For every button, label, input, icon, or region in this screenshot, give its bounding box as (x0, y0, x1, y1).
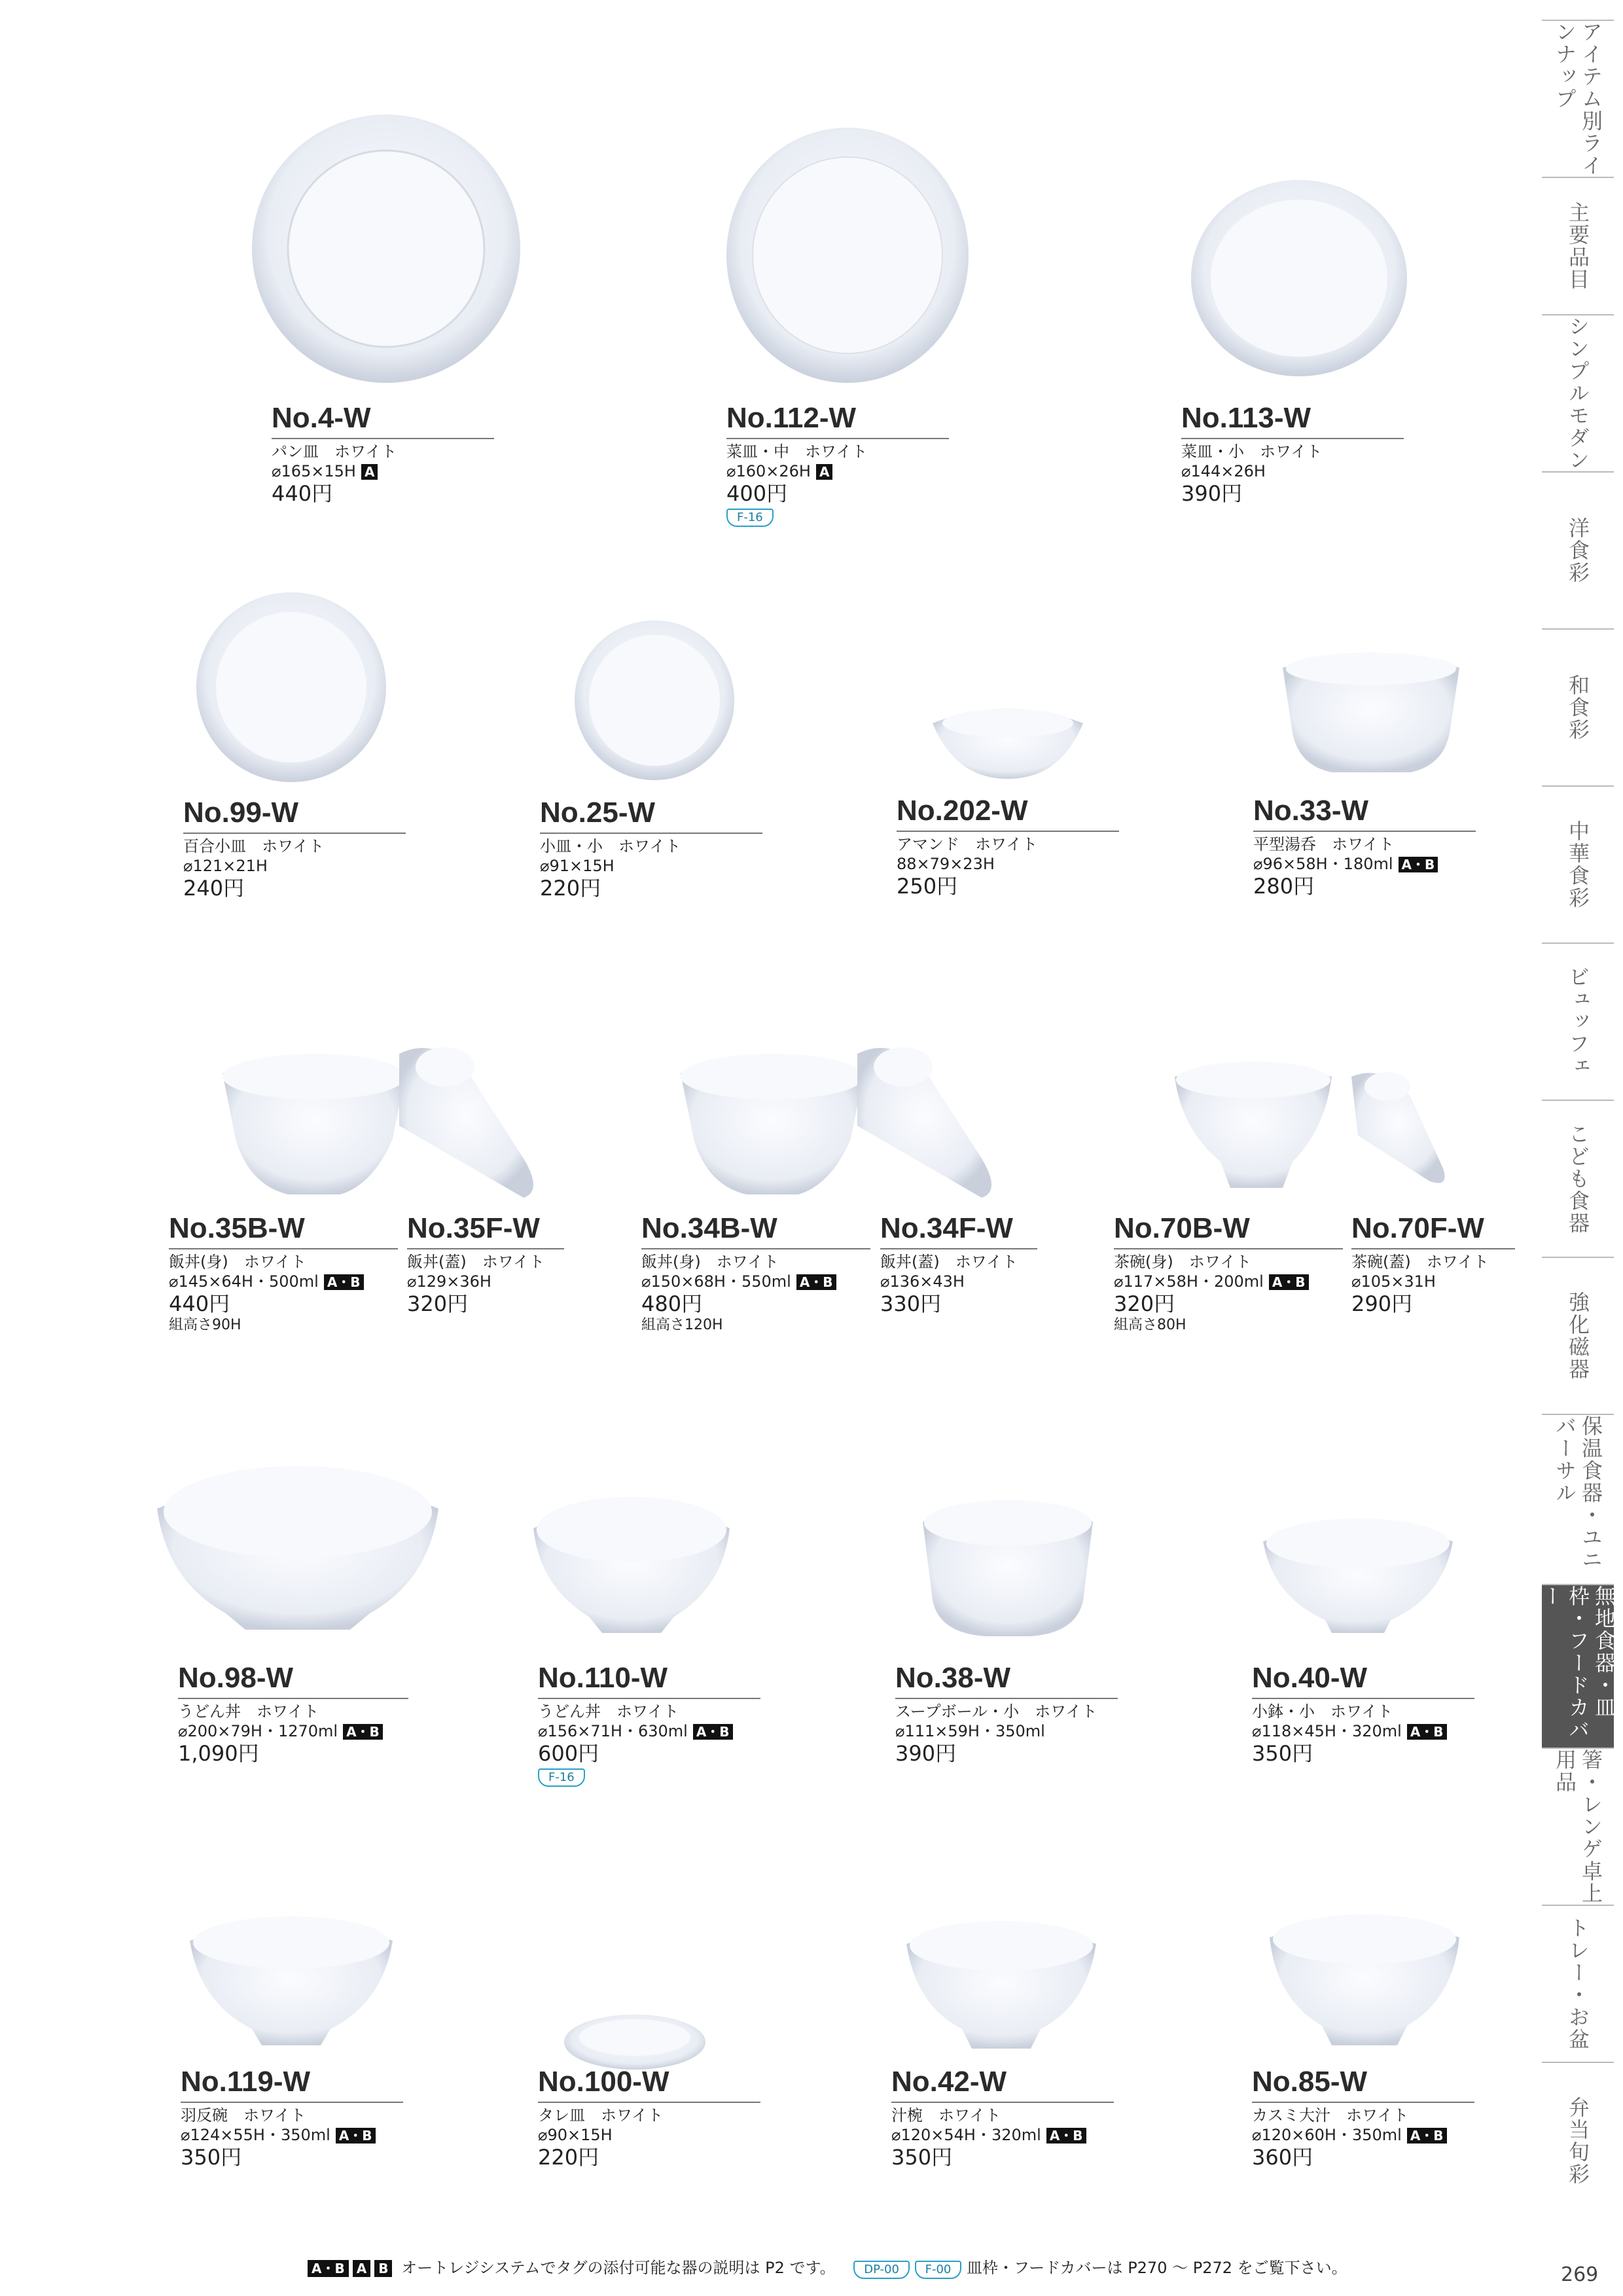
sidebar-tab[interactable]: トレー・お盆 (1542, 1905, 1614, 2062)
tag-system-badge: A・B (1407, 2128, 1447, 2144)
tag-system-badge: A・B (1269, 1274, 1309, 1290)
product-card[interactable] (538, 2066, 760, 2170)
product-number: No.35B-W (169, 1213, 398, 1249)
product-price: 400円 (726, 481, 788, 506)
product-name: 平型湯呑 ホワイト (1253, 835, 1395, 853)
plate-image (249, 111, 524, 386)
product-card[interactable] (169, 1213, 398, 1335)
product-number: No.113-W (1181, 403, 1404, 439)
product-name: 飯丼(身) ホワイト (641, 1253, 779, 1271)
product-price: 350円 (1252, 1741, 1313, 1766)
product-spec: ⌀165×15H (272, 462, 356, 480)
bowl-with-lid-image (674, 1041, 1021, 1230)
sidebar-tab[interactable]: 主要品目 (1542, 177, 1614, 314)
product-spec: ⌀117×58H・200ml (1114, 1272, 1264, 1291)
tag-badge: A (353, 2260, 370, 2277)
product-spec: ⌀118×45H・320ml (1252, 1722, 1402, 1740)
product-card[interactable] (880, 1213, 1037, 1316)
product-spec: ⌀111×59H・350ml (895, 1722, 1045, 1740)
product-number: No.40-W (1252, 1662, 1474, 1699)
product-name: 汁椀 ホワイト (891, 2106, 1001, 2125)
product-number: No.110-W (538, 1662, 760, 1699)
product-name: スープボール・小 ホワイト (895, 1702, 1097, 1721)
sidebar-tab[interactable]: 洋食彩 (1542, 471, 1614, 628)
dish-image (563, 2013, 707, 2072)
tag-system-badge: A・B (1407, 1724, 1447, 1740)
product-card[interactable] (178, 1662, 408, 1766)
product-number: No.119-W (181, 2066, 403, 2103)
product-spec: ⌀124×55H・350ml (181, 2126, 330, 2144)
product-price: 600円 (538, 1741, 599, 1766)
product-price: 440円 (169, 1291, 230, 1316)
product-name: カスミ大汁 ホワイト (1252, 2106, 1409, 2125)
product-spec: ⌀156×71H・630ml (538, 1722, 688, 1740)
product-card[interactable] (1114, 1213, 1343, 1335)
bowl-image (1260, 1512, 1456, 1636)
product-spec: ⌀121×21H (183, 857, 268, 875)
cup-image (1279, 648, 1463, 785)
product-price: 280円 (1253, 874, 1315, 899)
product-price: 220円 (540, 876, 601, 901)
product-price: 350円 (181, 2145, 242, 2170)
product-price: 440円 (272, 481, 333, 506)
product-card[interactable] (895, 1662, 1118, 1766)
frame-tag: F-16 (538, 1768, 585, 1787)
frame-tag: DP-00 (853, 2261, 910, 2279)
set-height-note: 組高さ80H (1114, 1317, 1186, 1333)
tag-system-badge: A・B (336, 2128, 376, 2144)
product-price: 360円 (1252, 2145, 1313, 2170)
tag-system-badge: A・B (796, 1274, 836, 1290)
tag-badge: A・B (308, 2260, 349, 2277)
product-card[interactable] (540, 797, 762, 901)
product-card[interactable] (1252, 2066, 1474, 2170)
product-number: No.70F-W (1351, 1213, 1515, 1249)
product-card[interactable] (1253, 795, 1476, 899)
product-card[interactable] (897, 795, 1119, 899)
product-name: アマンド ホワイト (897, 835, 1038, 853)
sidebar-tab[interactable]: 和食彩 (1542, 628, 1614, 785)
product-price: 1,090円 (178, 1741, 259, 1766)
set-height-note: 組高さ90H (169, 1317, 241, 1333)
sidebar-tab[interactable]: 保温食器・ユニバーサル (1542, 1414, 1614, 1584)
product-number: No.33-W (1253, 795, 1476, 832)
product-number: No.100-W (538, 2066, 760, 2103)
sidebar-tab[interactable]: ビュッフェ (1542, 942, 1614, 1100)
dish-image (929, 697, 1086, 782)
tag-system-badge: A・B (324, 1274, 364, 1290)
product-card[interactable] (1252, 1662, 1474, 1766)
product-spec: ⌀105×31H (1351, 1272, 1436, 1291)
product-number: No.38-W (895, 1662, 1118, 1699)
product-card[interactable] (183, 797, 406, 901)
page-number: 269 (1561, 2263, 1599, 2286)
product-number: No.85-W (1252, 2066, 1474, 2103)
bowl-image (1266, 1908, 1463, 2052)
product-card[interactable] (726, 403, 949, 527)
product-price: 390円 (895, 1741, 957, 1766)
product-number: No.99-W (183, 797, 406, 834)
product-card[interactable] (538, 1662, 760, 1787)
product-price: 290円 (1351, 1291, 1413, 1316)
product-price: 350円 (891, 2145, 953, 2170)
product-name: 菜皿・中 ホワイト (726, 442, 868, 461)
product-price: 330円 (880, 1291, 942, 1316)
product-name: 菜皿・小 ホワイト (1181, 442, 1323, 461)
product-spec: ⌀91×15H (540, 857, 615, 875)
product-name: 小皿・小 ホワイト (540, 837, 681, 855)
product-spec: ⌀200×79H・1270ml (178, 1722, 338, 1740)
bowl-with-lid-image (216, 1041, 563, 1230)
sidebar-tab[interactable]: 中華食彩 (1542, 785, 1614, 942)
product-number: No.70B-W (1114, 1213, 1343, 1249)
product-name: うどん丼 ホワイト (538, 1702, 679, 1721)
product-name: パン皿 ホワイト (272, 442, 397, 461)
footer-text: オートレジシステムでタグの添付可能な器の説明は P2 です。 (401, 2259, 836, 2277)
product-price: 390円 (1181, 481, 1243, 506)
product-name: 飯丼(蓋) ホワイト (407, 1253, 545, 1271)
product-number: No.202-W (897, 795, 1119, 832)
tag-system-badge: A・B (693, 1724, 733, 1740)
product-name: 茶碗(身) ホワイト (1114, 1253, 1252, 1271)
product-spec: ⌀120×54H・320ml (891, 2126, 1041, 2144)
product-card[interactable] (272, 403, 494, 506)
product-name: タレ皿 ホワイト (538, 2106, 664, 2125)
bowl-with-lid-image (1168, 1057, 1456, 1221)
product-price: 250円 (897, 874, 958, 899)
bowl-image (187, 1911, 396, 2049)
product-name: 飯丼(身) ホワイト (169, 1253, 307, 1271)
tag-system-badge: A (816, 464, 832, 480)
footer-text: 皿枠・フードカバーは P270 〜 P272 をご覧下さい。 (967, 2259, 1347, 2277)
bowl-image (919, 1496, 1096, 1640)
product-spec: ⌀145×64H・500ml (169, 1272, 319, 1291)
product-card[interactable] (181, 2066, 403, 2170)
product-spec: ⌀120×60H・350ml (1252, 2126, 1402, 2144)
sidebar-tab[interactable]: 強化磁器 (1542, 1257, 1614, 1414)
product-number: No.4-W (272, 403, 494, 439)
product-card[interactable] (1351, 1213, 1515, 1316)
product-price: 480円 (641, 1291, 703, 1316)
product-name: 羽反碗 ホワイト (181, 2106, 306, 2125)
product-name: 飯丼(蓋) ホワイト (880, 1253, 1018, 1271)
sidebar-tab[interactable]: アイテム別ラインナップ (1542, 20, 1614, 177)
sidebar-tab[interactable]: シンプルモダン (1542, 314, 1614, 471)
product-price: 240円 (183, 876, 245, 901)
product-number: No.34F-W (880, 1213, 1037, 1249)
product-number: No.25-W (540, 797, 762, 834)
product-spec: ⌀90×15H (538, 2126, 613, 2144)
product-card[interactable] (641, 1213, 870, 1335)
product-number: No.112-W (726, 403, 949, 439)
product-spec: 88×79×23H (897, 855, 995, 873)
product-price: 320円 (1114, 1291, 1175, 1316)
product-name: 百合小皿 ホワイト (183, 837, 325, 855)
product-spec: ⌀160×26H (726, 462, 811, 480)
product-spec: ⌀144×26H (1181, 462, 1266, 480)
product-card[interactable] (1181, 403, 1404, 506)
product-price: 220円 (538, 2145, 599, 2170)
plate-image (1188, 177, 1410, 380)
plate-image (193, 589, 389, 785)
bowl-image (530, 1482, 733, 1640)
tag-system-badge: A・B (1046, 2128, 1086, 2144)
plate-image (723, 124, 972, 386)
tag-system-badge: A (361, 464, 378, 480)
tag-system-badge: A・B (1399, 857, 1438, 872)
product-spec: ⌀96×58H・180ml (1253, 855, 1393, 873)
product-spec: ⌀150×68H・550ml (641, 1272, 791, 1291)
product-spec: ⌀129×36H (407, 1272, 491, 1291)
tag-system-badge: A・B (343, 1724, 383, 1740)
product-number: No.34B-W (641, 1213, 870, 1249)
product-price: 320円 (407, 1291, 469, 1316)
bowl-image (154, 1450, 442, 1640)
product-spec: ⌀136×43H (880, 1272, 965, 1291)
product-number: No.98-W (178, 1662, 408, 1699)
product-number: No.35F-W (407, 1213, 564, 1249)
set-height-note: 組高さ120H (641, 1317, 723, 1333)
bowl-image (903, 1914, 1099, 2052)
product-name: うどん丼 ホワイト (178, 1702, 319, 1721)
sidebar-tab[interactable]: 弁当旬彩 (1542, 2062, 1614, 2219)
product-card[interactable] (407, 1213, 564, 1316)
tag-badge: B (374, 2260, 392, 2277)
product-card[interactable] (891, 2066, 1114, 2170)
sidebar-tab[interactable]: こども食器 (1542, 1100, 1614, 1257)
footer-note (308, 2258, 1347, 2279)
plate-image (573, 619, 736, 782)
frame-tag: F-16 (726, 509, 774, 527)
sidebar-tab-active[interactable]: 無地食器・皿枠・フードカバー (1542, 1584, 1614, 1748)
product-number: No.42-W (891, 2066, 1114, 2103)
sidebar-tab[interactable]: 箸・レンゲ卓上用品 (1542, 1748, 1614, 1905)
product-name: 茶碗(蓋) ホワイト (1351, 1253, 1489, 1271)
product-name: 小鉢・小 ホワイト (1252, 1702, 1393, 1721)
frame-tag: F-00 (915, 2261, 962, 2279)
